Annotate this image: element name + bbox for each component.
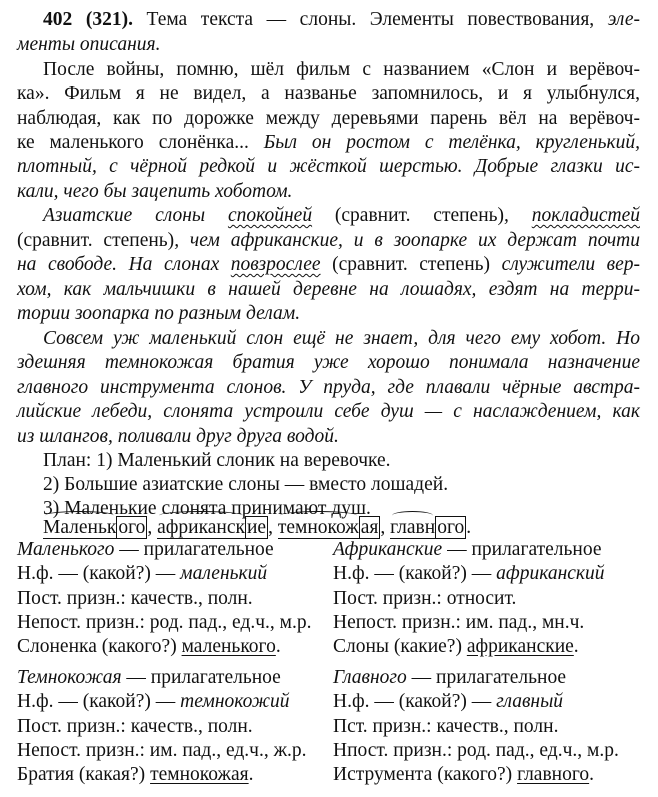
root-arc-mark: [392, 511, 433, 520]
analysis-text: главного: [517, 764, 590, 786]
text-line: [17, 229, 640, 253]
analysis-row: [333, 690, 563, 714]
analysis-row: [333, 587, 516, 611]
analysis-text: главный: [496, 691, 564, 713]
text-segment: менты описания.: [17, 34, 161, 55]
analysis-row: [333, 611, 584, 635]
analysis-row: [333, 666, 566, 690]
analysis-text: африканский: [496, 563, 605, 585]
analysis-text: .: [573, 636, 579, 658]
analysis-row: [17, 611, 312, 635]
text-segment: 402 (321).: [43, 9, 133, 30]
text-segment: 3) Маленькие слонята принимают душ.: [43, 498, 371, 519]
text-segment: После войны, помню, шёл фильм с названием «Слон и верёвоч-: [43, 59, 640, 80]
text-line: [43, 58, 640, 82]
text-segment: хом, как мальчишки в нашей деревне на лошадях, ездят на терри-: [17, 279, 640, 300]
analysis-row: [17, 587, 253, 611]
separator: ,: [380, 517, 391, 538]
word-root: африканск: [157, 517, 245, 539]
analysis-text: Африканские: [333, 539, 443, 560]
text-segment: ,: [504, 205, 532, 226]
analysis-text: Непост. призн.: род. пад., ед.ч., м.р.: [17, 611, 312, 633]
morpheme-analysis-line: [43, 516, 640, 540]
separator: ,: [268, 517, 278, 538]
text-segment: покладистей: [531, 205, 640, 226]
analysis-text: Н.ф. — (какой?) —: [17, 691, 181, 713]
analysis-row: [333, 715, 558, 739]
analysis-row: [333, 763, 594, 787]
analysis-row: [333, 562, 605, 586]
text-line: [17, 253, 640, 277]
analysis-text: — прилагательное: [406, 667, 567, 688]
analysis-row: [17, 538, 274, 562]
text-line: [43, 473, 640, 497]
analysis-text: темнокожий: [180, 691, 290, 713]
text-line: [43, 204, 640, 228]
analysis-row: [17, 763, 254, 787]
text-segment: из шлангов, поливали друг друга водой.: [17, 426, 339, 447]
word-ending: ого: [437, 517, 465, 538]
text-line: [17, 302, 640, 326]
analysis-row: [17, 739, 307, 763]
analysis-text: — прилагательное: [442, 539, 602, 560]
text-line: [17, 376, 640, 400]
analysis-text: — прилагательное: [114, 539, 274, 560]
analysis-text: — прилагательное: [121, 667, 281, 688]
text-segment: ке маленького слонёнка...: [17, 132, 264, 153]
separator: ,: [147, 517, 158, 538]
analysis-text: Братия (какая?): [17, 764, 151, 786]
text-line: [17, 107, 640, 131]
analysis-row: [17, 635, 281, 659]
analysis-text: Н.ф. — (какой?) —: [333, 691, 497, 713]
analysis-text: Пост. призн.: качеств., полн.: [17, 715, 253, 737]
analysis-text: темнокожая: [150, 764, 249, 786]
text-segment: на свободе. На слонах: [17, 254, 231, 275]
analysis-text: Пост. призн.: относит.: [333, 587, 517, 609]
analysis-text: Слоненка (какого?): [17, 636, 182, 658]
text-line: [43, 327, 640, 351]
text-line: [17, 131, 640, 155]
text-line: [17, 155, 640, 179]
analysis-row: [17, 715, 253, 739]
word-ending: ие: [247, 517, 267, 538]
text-segment: главного инструмента слонов. У пруда, где плавали чёрные австра-: [17, 377, 640, 398]
text-segment: здешняя темнокожая братия уже хорошо понимала назначение: [17, 352, 640, 373]
text-segment: спокойней: [227, 205, 313, 226]
analysis-row: [17, 562, 267, 586]
text-line: [17, 33, 640, 57]
text-segment: служители вер-: [501, 254, 641, 275]
analysis-text: Н.ф. — (какой?) —: [17, 563, 181, 585]
text-segment: (сравнит. степень): [320, 254, 502, 275]
text-line: [43, 8, 640, 32]
text-segment: наблюдая, как по дорожке между деревьями парень вёл на верёвоч-: [17, 108, 640, 129]
word-ending: ая: [360, 517, 379, 538]
analysis-text: Слоны (какие?): [333, 636, 467, 658]
root-arc-mark: [280, 511, 357, 520]
text-line: [17, 82, 640, 106]
text-line: [17, 400, 640, 424]
word-root: главн: [390, 517, 435, 539]
text-line: [17, 351, 640, 375]
analysis-text: .: [275, 636, 281, 658]
analysis-text: Н.ф. — (какой?) —: [333, 563, 497, 585]
analysis-text: африканские: [466, 636, 574, 658]
analysis-text: Непост. призн.: им. пад., ед.ч., ж.р.: [17, 739, 307, 761]
analysis-text: Пост. призн.: качеств., полн.: [17, 587, 253, 609]
text-line: [17, 425, 640, 449]
analysis-text: .: [248, 764, 254, 786]
analysis-text: маленький: [180, 563, 268, 585]
root-arc-mark: [45, 511, 114, 520]
text-segment: кали, чего бы зацепить хоботом.: [17, 181, 293, 202]
text-segment: (сравнит. степень): [17, 230, 175, 251]
analysis-row: [17, 690, 290, 714]
word-root: темнокож: [278, 517, 359, 539]
word-ending: ого: [118, 517, 146, 538]
analysis-row: [333, 739, 619, 763]
separator: .: [466, 517, 472, 538]
text-segment: (сравнит. степень): [312, 205, 505, 226]
analysis-text: Маленького: [17, 539, 115, 560]
analysis-text: .: [589, 764, 594, 786]
text-segment: эле-: [607, 9, 641, 30]
analysis-row: [333, 538, 602, 562]
analysis-text: Иструмента (какого?): [333, 764, 518, 786]
word-root: Маленьк: [43, 517, 116, 539]
text-segment: Совсем уж маленький слон ещё не знает, для чего ему хобот. Но: [43, 328, 640, 349]
text-line: [17, 278, 640, 302]
analysis-row: [17, 666, 281, 690]
text-segment: Был он ростом с телёнка, кругленький,: [263, 132, 640, 153]
text-line: [17, 180, 640, 204]
text-segment: 2) Большие азиатские слоны — вместо лошадей.: [43, 474, 449, 495]
text-segment: План: 1) Маленький слоник на веревочке.: [43, 450, 391, 471]
analysis-text: Темнокожая: [17, 667, 122, 688]
analysis-text: Главного: [333, 667, 407, 688]
analysis-text: Непост. призн.: им. пад., мн.ч.: [333, 611, 585, 633]
text-segment: плотный, с чёрной редкой и жёсткой шерстью. Добрые глазки ис-: [17, 156, 640, 177]
text-segment: Тема текста — слоны. Элементы повествования,: [132, 9, 608, 30]
text-segment: повзрослее: [230, 254, 321, 275]
text-line: [43, 449, 640, 473]
text-segment: лийские лебеди, слонята устроили себе душ — с наслаждением, как: [17, 401, 640, 422]
text-segment: тории зоопарка по разным делам.: [17, 303, 301, 324]
root-arc-mark: [159, 511, 243, 520]
analysis-text: Пст. призн.: качеств., полн.: [333, 715, 559, 737]
text-segment: Азиатские слоны: [43, 205, 228, 226]
text-segment: ка». Фильм я не видел, а названье запомнилось, и я улыбнулся,: [17, 83, 640, 104]
analysis-text: Нпост. призн.: род. пад., ед.ч., м.р.: [333, 739, 619, 761]
analysis-text: маленького: [181, 636, 276, 658]
text-segment: , чем африканские, и в зоопарке их держат почти: [174, 230, 640, 251]
analysis-row: [333, 635, 579, 659]
